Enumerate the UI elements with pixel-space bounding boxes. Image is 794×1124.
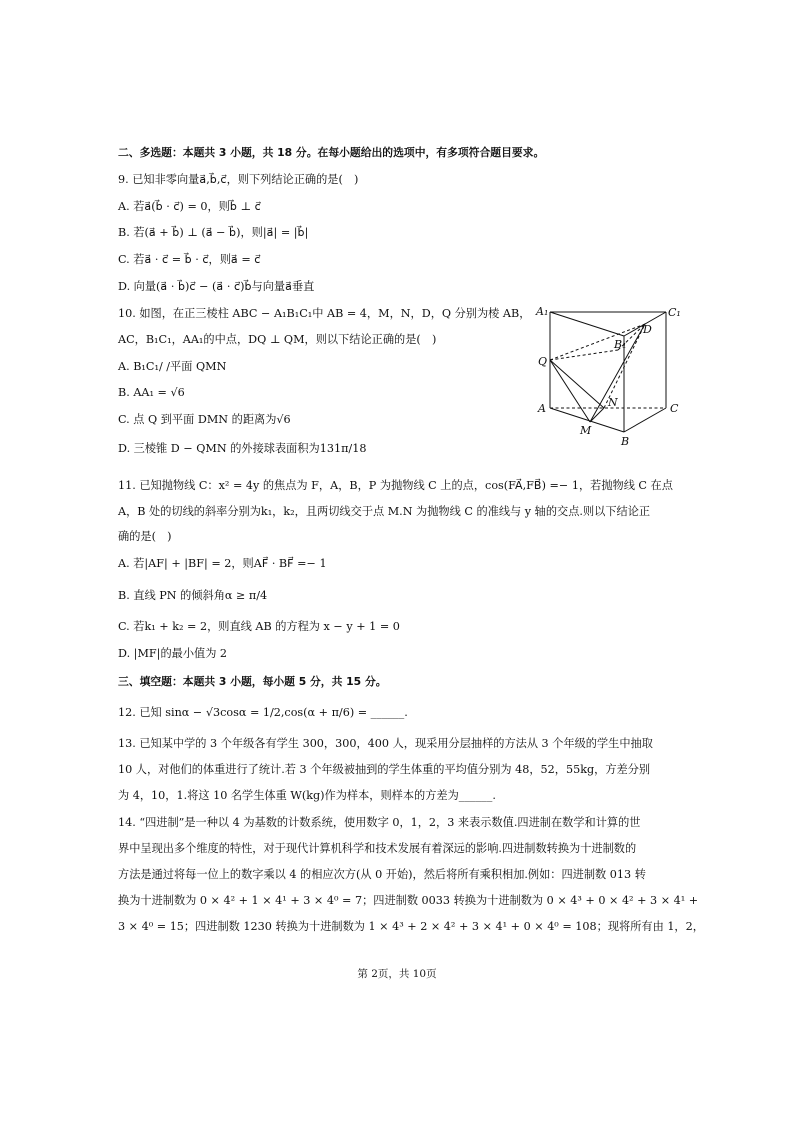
q10-stem-line1: 10. 如图，在正三棱柱 ABC − A₁B₁C₁中 AB = 4，M，N，D，Q 分别为棱 AB， <box>118 307 531 320</box>
q14-line3: 方法是通过将每一位上的数字乘以 4 的相应次方(从 0 开始)，然后将所有乘积相加.例如：四进制数 013 转 <box>118 868 646 881</box>
q13-line1: 13. 已知某中学的 3 个年级各有学生 300，300，400 人，现采用分层抽样的方法从 3 个年级的学生中抽取 <box>118 737 653 750</box>
q10-option-b: B. AA₁ = √6 <box>118 386 185 399</box>
prism-figure <box>528 300 686 450</box>
fig-label-a: A <box>538 402 546 415</box>
q11-stem-line1: 11. 已知抛物线 C：x² = 4y 的焦点为 F，A，B，P 为抛物线 C 上的点，cos(FA⃗,FB⃗) =− 1，若抛物线 C 在点 <box>118 479 673 492</box>
q10-option-c: C. 点 Q 到平面 DMN 的距离为√6 <box>118 413 291 426</box>
fig-label-n: N <box>608 396 618 409</box>
section-fill-blank-header: 三、填空题：本题共 3 小题，每小题 5 分，共 15 分。 <box>118 675 387 688</box>
q14-line4: 换为十进制数为 0 × 4² + 1 × 4¹ + 3 × 4⁰ = 7；四进制数 0033 转换为十进制数为 0 × 4³ + 0 × 4² + 3 × 4¹ + <box>118 894 699 907</box>
q13-line3: 为 4，10，1.将这 10 名学生体重 W(kg)作为样本，则样本的方差为______. <box>118 789 496 802</box>
fig-label-d: D <box>643 323 652 336</box>
section-multi-choice-header: 二、多选题：本题共 3 小题，共 18 分。在每小题给出的选项中，有多项符合题目要求。 <box>118 146 545 159</box>
fig-label-b: B <box>621 435 630 448</box>
page-footer: 第 2页，共 10页 <box>357 968 437 980</box>
q10-stem-line2: AC，B₁C₁，AA₁的中点，DQ ⊥ QM，则以下结论正确的是( ) <box>118 333 437 346</box>
q11-option-b: B. 直线 PN 的倾斜角α ≥ π/4 <box>118 589 268 602</box>
q9-stem: 9. 已知非零向量a⃗,b⃗,c⃗，则下列结论正确的是( ) <box>118 173 359 186</box>
q11-option-d: D. |MF|的最小值为 2 <box>118 647 228 660</box>
q14-line2: 界中呈现出多个维度的特性，对于现代计算机科学和技术发展有着深远的影响.四进制数转换为十进制数的 <box>118 842 637 855</box>
q10-option-a: A. B₁C₁/ /平面 QMN <box>118 360 227 373</box>
fig-label-c1: C₁ <box>668 306 681 319</box>
q12-text: 12. 已知 sinα − √3cosα = 1/2,cos(α + π/6) = ______. <box>118 706 408 719</box>
q14-line1: 14. “四进制”是一种以 4 为基数的计数系统，使用数字 0，1，2，3 来表示数值.四进制在数学和计算的世 <box>118 816 641 829</box>
fig-label-a1: A₁ <box>536 305 549 318</box>
fig-label-m: M <box>580 424 592 437</box>
fig-label-c: C <box>670 402 679 415</box>
q11-option-a: A. 若|AF| + |BF| = 2，则AF⃗ · BF⃗ =− 1 <box>118 557 327 570</box>
q14-line5: 3 × 4⁰ = 15；四进制数 1230 转换为十进制数为 1 × 4³ + 2 × 4² + 3 × 4¹ + 0 × 4⁰ = 108；现将所有由 1，2， <box>118 920 704 933</box>
q9-option-c: C. 若a⃗ · c⃗ = b⃗ · c⃗，则a⃗ = c⃗ <box>118 253 261 266</box>
fig-label-b1: B₁ <box>614 338 627 351</box>
q9-option-a: A. 若a⃗(b⃗ · c⃗) = 0，则b⃗ ⊥ c⃗ <box>118 200 261 213</box>
q10-option-d: D. 三棱锥 D − QMN 的外接球表面积为131π/18 <box>118 442 367 455</box>
q13-line2: 10 人，对他们的体重进行了统计.若 3 个年级被抽到的学生体重的平均值分别为 48，52，55kg，方差分别 <box>118 763 651 776</box>
q11-option-c: C. 若k₁ + k₂ = 2，则直线 AB 的方程为 x − y + 1 = 0 <box>118 620 400 633</box>
q9-option-d: D. 向量(a⃗ · b⃗)c⃗ − (a⃗ · c⃗)b⃗与向量a⃗垂直 <box>118 280 315 293</box>
q11-stem-line3: 确的是( ) <box>118 530 172 543</box>
q9-option-b: B. 若(a⃗ + b⃗) ⊥ (a⃗ − b⃗)，则|a⃗| = |b⃗| <box>118 226 309 239</box>
fig-label-q: Q <box>538 355 548 368</box>
q11-stem-line2: A，B 处的切线的斜率分别为k₁，k₂，且两切线交于点 M.N 为抛物线 C 的准线与 y 轴的交点.则以下结论正 <box>118 505 651 518</box>
